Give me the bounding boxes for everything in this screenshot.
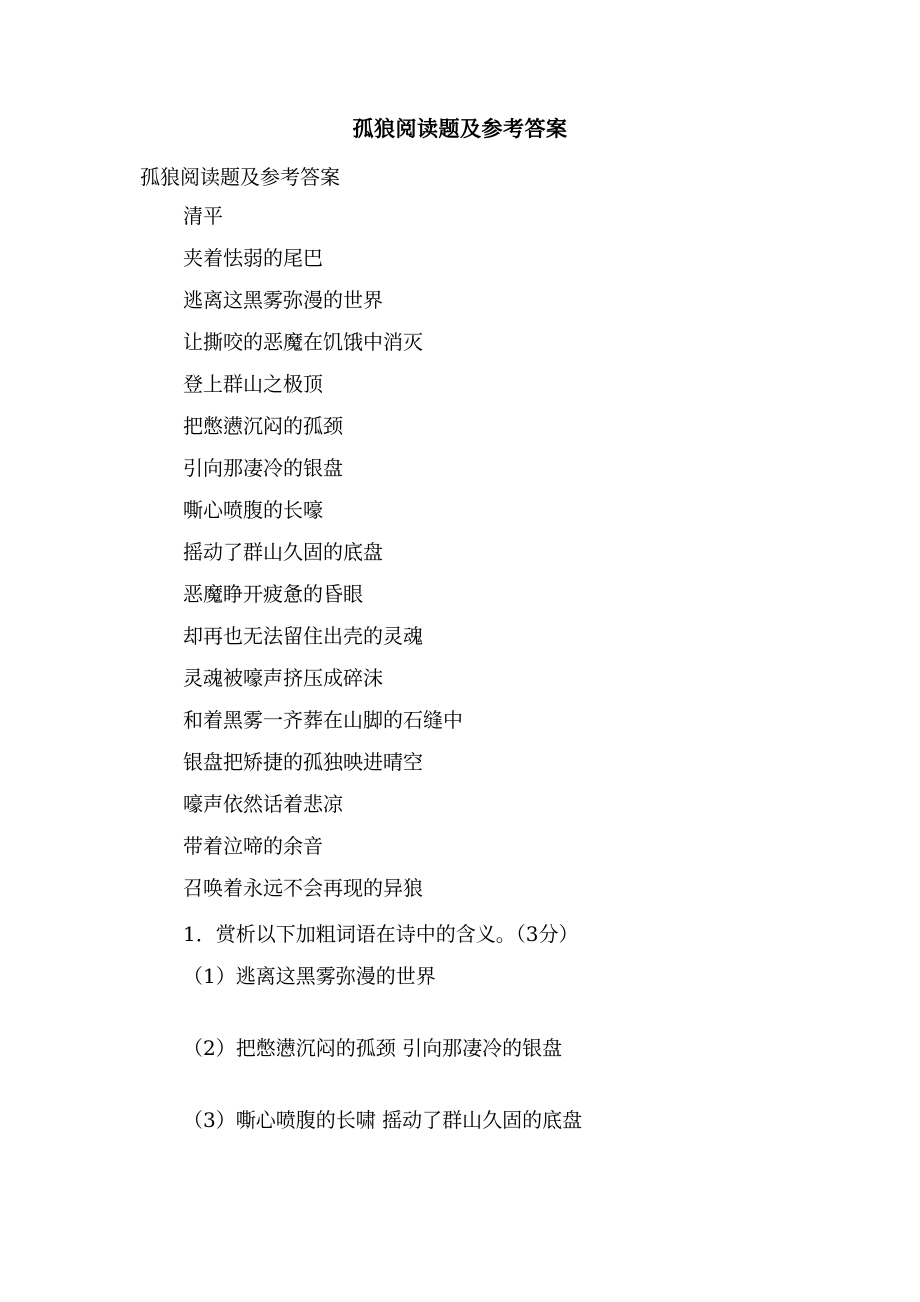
poem-line: 登上群山之极顶 [183,372,323,396]
poem-line: 夹着怯弱的尾巴 [183,246,323,270]
poem-line: 却再也无法留住出壳的灵魂 [183,624,423,648]
poem-line: 摇动了群山久固的底盘 [183,540,383,564]
poem-author: 清平 [183,204,223,228]
question-1: 1．赏析以下加粗词语在诗中的含义。（3分） [183,922,579,946]
sub-question-3: （3）嘶心喷腹的长啸 摇动了群山久固的底盘 [183,1108,583,1132]
poem-line: 嘶心喷腹的长嚎 [183,498,323,522]
poem [183,203,463,917]
poem-line: 逃离这黑雾弥漫的世界 [183,288,383,312]
poem-line: 恶魔睁开疲惫的昏眼 [183,582,363,606]
sub-question-2: （2）把憋懑沉闷的孤颈 引向那凄冷的银盘 [183,1036,563,1060]
document-title: 孤狼阅读题及参考答案 [352,116,568,141]
poem-line: 银盘把矫捷的孤独映进晴空 [183,750,423,774]
poem-line: 嚎声依然话着悲凉 [183,792,343,816]
poem-line: 带着泣啼的余音 [183,834,323,858]
poem-line: 召唤着永远不会再现的异狼 [183,876,423,900]
poem-line: 灵魂被嚎声挤压成碎沫 [183,666,383,690]
poem-line: 和着黑雾一齐葬在山脚的石缝中 [183,708,463,732]
poem-line: 让撕咬的恶魔在饥饿中消灭 [183,330,423,354]
document-subtitle: 孤狼阅读题及参考答案 [140,165,340,189]
poem-line: 把憋懑沉闷的孤颈 [183,414,343,438]
sub-question-1: （1）逃离这黑雾弥漫的世界 [183,964,436,988]
poem-line: 引向那凄冷的银盘 [183,456,343,480]
